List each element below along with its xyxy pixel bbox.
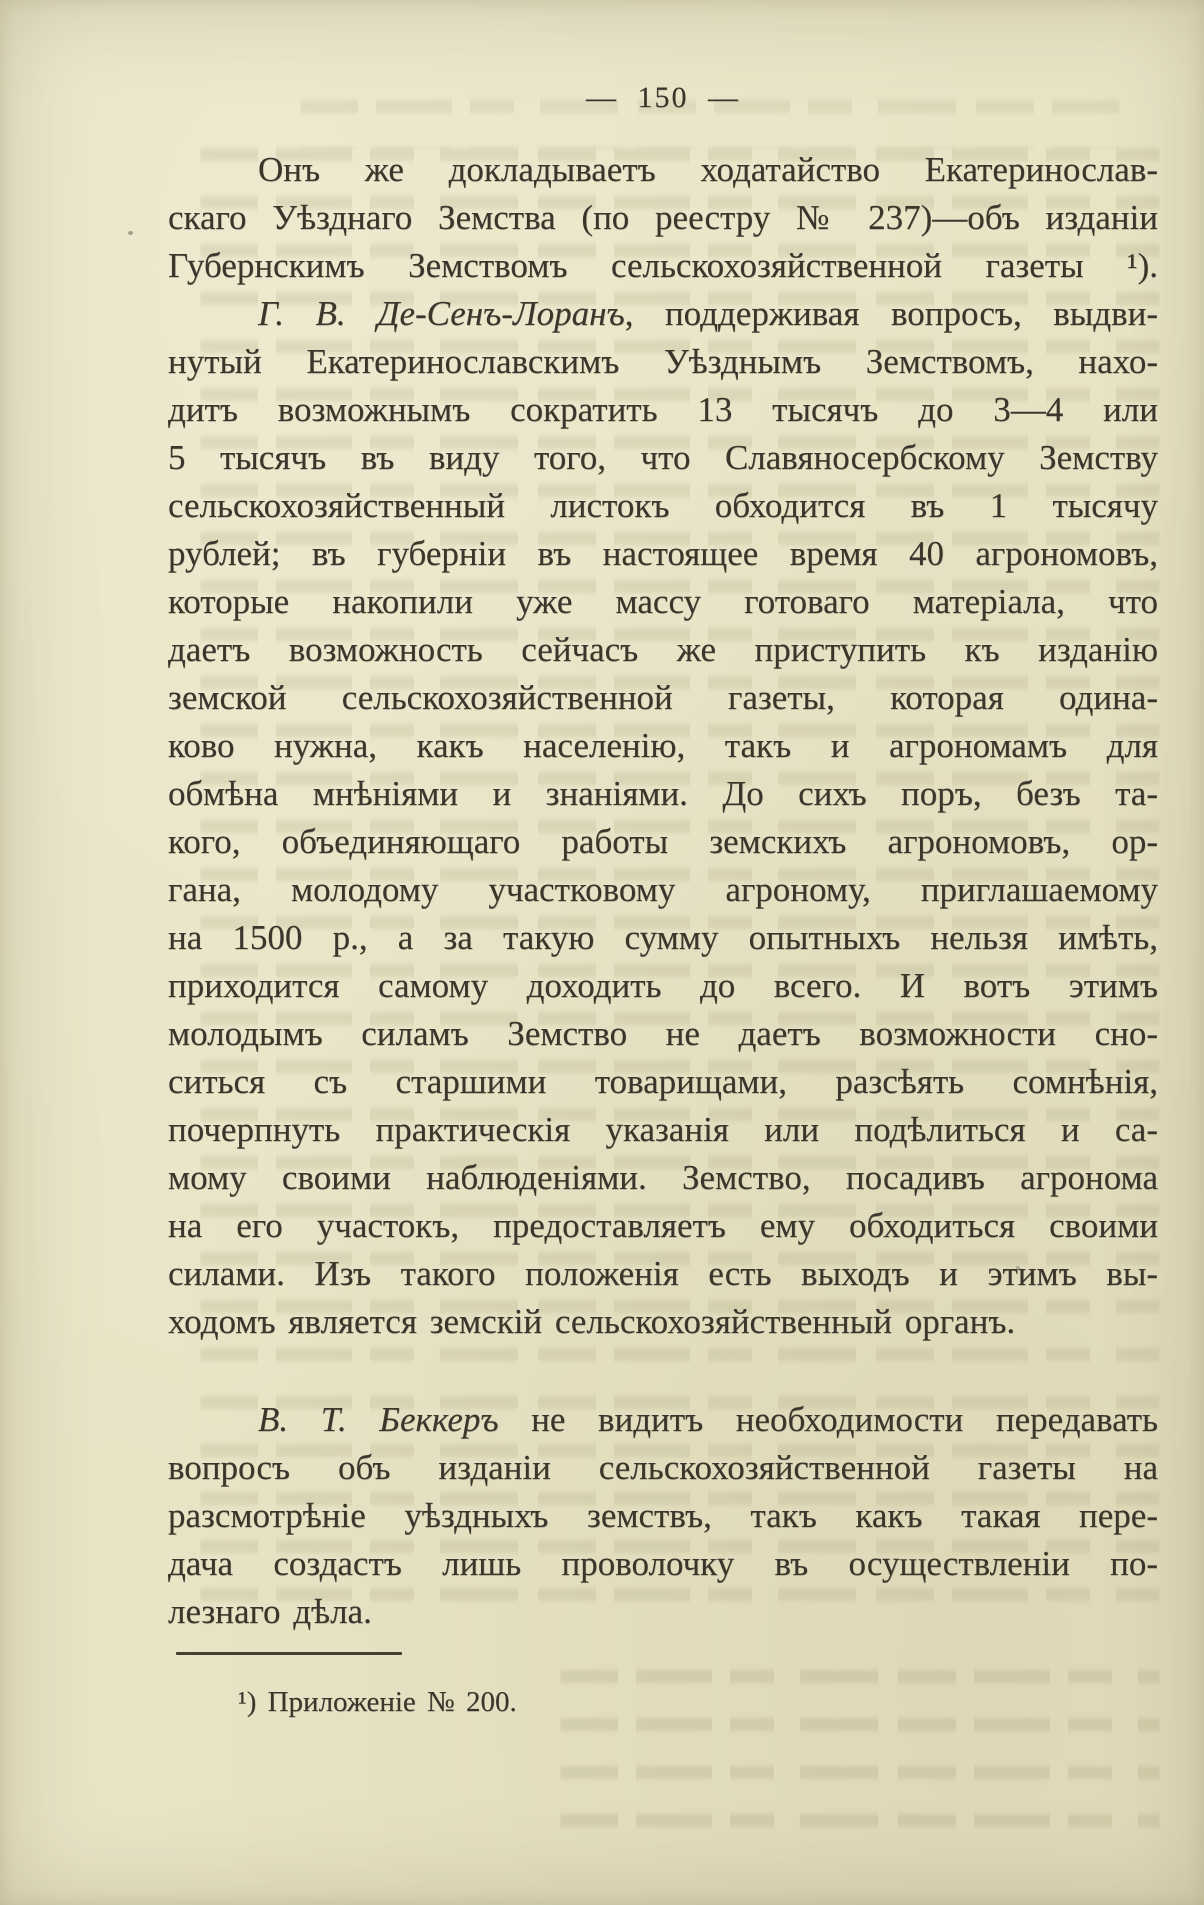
footnote-text: Приложеніе № 200.	[267, 1686, 517, 1718]
text-column	[168, 146, 1158, 1722]
text-line: скаго Уѣзднаго Земства (по реестру № 237)—объ изданіи	[168, 198, 1158, 237]
text-line: ходомъ является земскій сельскохозяйственный органъ.	[168, 1302, 1016, 1341]
text-line: сельскохозяйственный листокъ обходится въ 1 тысячу	[168, 486, 1158, 525]
footnote	[168, 1682, 1158, 1722]
text-line: кого, объединяющаго работы земскихъ агрономовъ, ор-	[168, 822, 1158, 861]
footnote-marker: ¹)	[238, 1686, 257, 1718]
speaker-name: Г. В. Де-Сенъ-Лоранъ	[258, 294, 625, 333]
text-segment: , поддерживая вопросъ, выдви-	[624, 294, 1158, 333]
text-line: почерпнуть практическія указанія или подѣлиться и са-	[168, 1110, 1158, 1149]
text-line: обмѣна мнѣніями и знаніями. До сихъ поръ, безъ та-	[168, 774, 1158, 813]
text-line: разсмотрѣніе уѣздныхъ земствъ, такъ какъ такая пере-	[168, 1496, 1158, 1535]
text-line: гана, молодому участковому агроному, приглашаемому	[168, 870, 1158, 909]
text-segment: не видитъ необходимости передавать	[498, 1400, 1158, 1439]
text-line	[168, 1396, 1158, 1444]
text-line: которые накопили уже массу готоваго матеріала, что	[168, 582, 1158, 621]
paper-speck	[128, 231, 133, 235]
text-line: нутый Екатеринославскимъ Уѣзднымъ Земствомъ, нахо-	[168, 342, 1158, 381]
footnote-rule	[176, 1652, 402, 1655]
text-line: молодымъ силамъ Земство не даетъ возможности сно-	[168, 1014, 1158, 1053]
text-line: дача создастъ лишь проволочку въ осуществленіи по-	[168, 1544, 1158, 1583]
text-line: ково нужна, какъ населенію, такъ и агрономамъ для	[168, 726, 1158, 765]
text-line	[168, 290, 1158, 338]
text-line: лезнаго дѣла.	[168, 1592, 372, 1631]
text-line: дитъ возможнымъ сократить 13 тысячъ до 3—4 или	[168, 390, 1158, 429]
text-line: даетъ возможность сейчасъ же приступить къ изданію	[168, 630, 1158, 669]
text-line: Онъ же докладываетъ ходатайство Екатеринослав-	[258, 150, 1158, 189]
text-line: силами. Изъ такого положенія есть выходъ и этимъ вы-	[168, 1254, 1158, 1293]
text-line: Губернскимъ Земствомъ сельскохозяйственной газеты ¹).	[168, 246, 1158, 285]
paragraph	[168, 290, 1158, 1346]
text-line: 5 тысячъ въ виду того, что Славяносербскому Земству	[168, 438, 1158, 477]
text-line: на 1500 р., а за такую сумму опытныхъ нельзя имѣть,	[168, 918, 1158, 957]
text-line: ситься съ старшими товарищами, разсѣять сомнѣнія,	[168, 1062, 1158, 1101]
paragraph	[168, 146, 1158, 290]
text-line: на его участокъ, предоставляетъ ему обходиться своими	[168, 1206, 1158, 1245]
speaker-name: В. Т. Беккеръ	[258, 1400, 499, 1439]
page-number: — 150 —	[586, 81, 740, 114]
paragraph	[168, 1396, 1158, 1636]
text-line: рублей; въ губерніи въ настоящее время 40 агрономовъ,	[168, 534, 1158, 573]
text-line: мому своими наблюденіями. Земство, посадивъ агронома	[168, 1158, 1158, 1197]
text-line: вопросъ объ изданіи сельскохозяйственной газеты на	[168, 1448, 1158, 1487]
text-line: земской сельскохозяйственной газеты, которая одина-	[168, 678, 1158, 717]
text-line: приходится самому доходить до всего. И вотъ этимъ	[168, 966, 1158, 1005]
